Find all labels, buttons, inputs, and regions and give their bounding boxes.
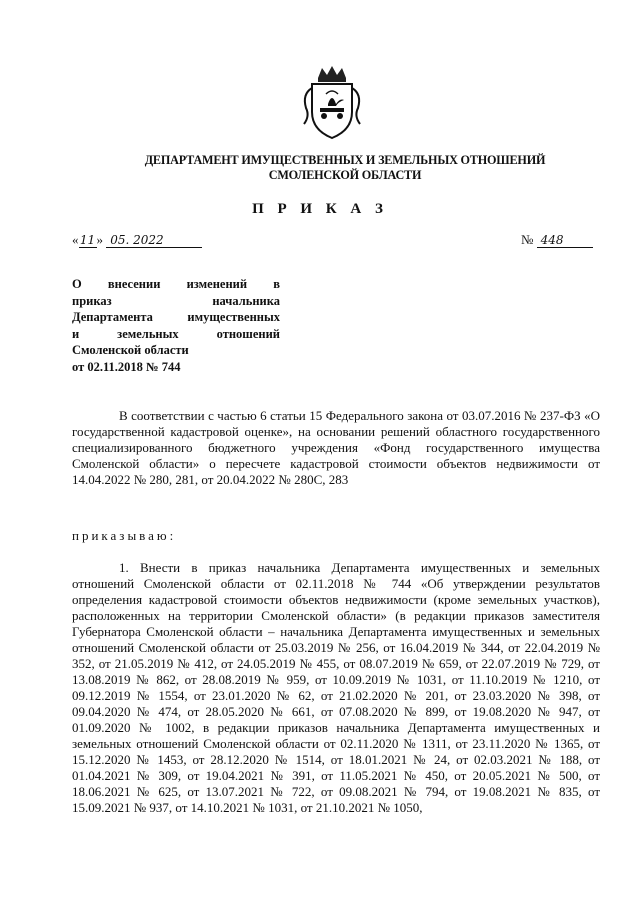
order-date bbox=[72, 232, 202, 248]
subject-line: от 02.11.2018 № 744 bbox=[72, 359, 181, 374]
department-line-2: СМОЛЕНСКОЙ ОБЛАСТИ bbox=[268, 168, 422, 182]
subject-line: и земельных отношений bbox=[72, 326, 280, 341]
prikazyvayu-label: приказываю: bbox=[72, 528, 177, 543]
number-sign: № bbox=[521, 232, 534, 247]
subject-line: О внесении изменений в bbox=[72, 277, 280, 291]
document-type-title: П Р И К А З bbox=[252, 201, 388, 217]
date-day: 11 bbox=[79, 233, 96, 247]
date-month-year: 05. 2022 bbox=[106, 233, 202, 248]
subject-line: приказ начальника bbox=[72, 293, 280, 308]
coat-of-arms-icon bbox=[300, 64, 364, 140]
department-line-1: ДЕПАРТАМЕНТ ИМУЩЕСТВЕННЫХ И ЗЕМЕЛЬНЫХ ОТНОШЕНИЙ bbox=[144, 153, 546, 167]
order-subject bbox=[72, 276, 280, 375]
date-quote-open: « bbox=[72, 232, 79, 247]
item-1-paragraph: 1. Внести в приказ начальника Департамента имущественных и земельных отношений Смоленской области от 02.11.2018 № 744 «Об утверждении результатов определения кадастровой стоимости объектов недвижимости (кроме земельных участков), расположенных на территории Смоленской области» (в редакции приказов заместителя Губернатора Смоленской области – начальника Департамента имущественных и земельных отношений Смоленской области от 25.03.2019 № 256, от 16.04.2019 № 344, от 22.04.2019 № 352, от 21.05.2019 № 412, от 24.05.2019 № 455, от 08.07.2019 № 659, от 22.07.2019 № 729, от 13.08.2019 № 862, от 28.08.2019 № 959, от 10.09.2019 № 1031, от 11.10.2019 № 1210, от 09.12.2019 № 1554, от 23.01.2020 № 62, от 21.02.2020 № 201, от 23.03.2020 № 398, от 09.04.2020 № 474, от 28.05.2020 № 661, от 07.08.2020 № 899, от 19.08.2020 № 947, от 01.09.2020 № 1002, в редакции приказов начальника Департамента имущественных и земельных отношений Смоленской области от 02.11.2020 № 1311, от 23.11.2020 № 1365, от 15.12.2020 № 1453, от 28.12.2020 № 1514, от 18.01.2021 № 24, от 02.03.2021 № 188, от 01.04.2021 № 309, от 19.04.2021 № 391, от 11.05.2021 № 450, от 20.05.2021 № 500, от 18.06.2021 № 625, от 13.07.2021 № 722, от 09.08.2021 № 794, от 19.08.2021 № 835, от 15.09.2021 № 937, от 14.10.2021 № 1031, от 21.10.2021 № 1050, bbox=[72, 560, 600, 815]
department-name bbox=[90, 153, 600, 183]
order-number bbox=[521, 232, 593, 248]
preamble-paragraph: В соответствии с частью 6 статьи 15 Федерального закона от 03.07.2016 № 237-ФЗ «О государственной кадастровой оценке», на основании решений областного государственного специализированного бюджетного учреждения «Фонд государственного имущества Смоленской области» о пересчете кадастровой стоимости объектов недвижимости от 14.04.2022 № 280, 281, от 20.04.2022 № 280С, 283 bbox=[72, 408, 600, 487]
order-number-value: 448 bbox=[537, 233, 593, 248]
subject-line: Смоленской области bbox=[72, 343, 189, 357]
subject-line: Департамента имущественных bbox=[72, 310, 280, 324]
date-quote-close: » bbox=[96, 232, 103, 247]
